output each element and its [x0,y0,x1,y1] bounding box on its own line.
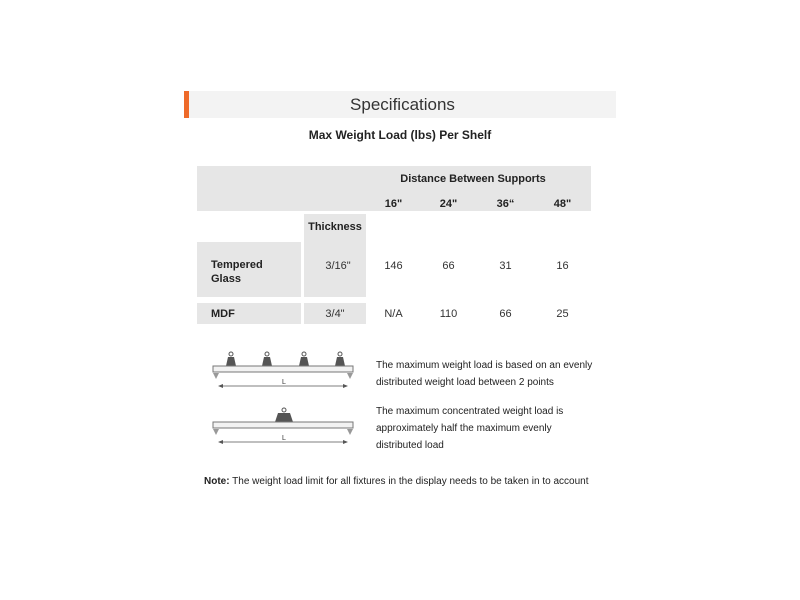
shelf-beam [213,366,353,372]
table-title: Max Weight Load (lbs) Per Shelf [308,128,492,142]
concentrated-load-line1: The maximum concentrated weight load is [376,406,564,417]
distributed-load-diagram [208,350,358,394]
concentrated-load-description [376,403,606,454]
row-thickness-mdf: 3/4" [325,308,345,320]
distance-group-header: Distance Between Supports [400,173,546,185]
cell-mdf-48: 25 [556,308,569,320]
note-label: Note: [204,476,230,487]
distributed-load-line1: The maximum weight load is based on an evenly [376,360,593,371]
row-thickness-glass: 3/16" [325,260,351,272]
row-material-mdf: MDF [211,308,235,320]
concentrated-load-diagram [208,406,358,450]
thickness-header: Thickness [308,221,362,233]
arrow-right-icon [343,440,348,444]
cell-glass-24: 66 [442,260,455,272]
concentrated-load-line3: distributed load [376,440,444,451]
weight-icon [275,408,293,422]
cell-mdf-16: N/A [384,308,403,320]
concentrated-load-line2: approximately half the maximum evenly [376,423,552,434]
span-label: L [282,435,286,442]
weight-icons [226,352,345,366]
support-left-icon [213,373,219,379]
distributed-load-line2: distributed weight load between 2 points [376,377,554,388]
distance-header-16: 16" [384,198,403,210]
distance-header-48: 48" [553,198,572,210]
arrow-left-icon [218,384,223,388]
arrow-left-icon [218,440,223,444]
footnote [204,476,604,487]
weight-icon [262,352,272,366]
distance-header-24: 24" [439,198,458,210]
arrow-right-icon [343,384,348,388]
note-text: The weight load limit for all fixtures in the display needs to be taken in to account [229,476,589,487]
weight-icon [335,352,345,366]
support-left-icon [213,429,219,435]
support-right-icon [347,373,353,379]
cell-mdf-24: 110 [439,308,458,320]
weight-icon [299,352,309,366]
section-title: Specifications [350,95,455,114]
support-right-icon [347,429,353,435]
row-material-glass-line1: Tempered [211,259,263,271]
weight-icon [226,352,236,366]
cell-mdf-36: 66 [499,308,512,320]
span-label: L [282,379,286,386]
row-material-glass-line2: Glass [211,273,241,285]
distributed-load-description [376,357,606,391]
cell-glass-16: 146 [384,260,403,272]
cell-glass-48: 16 [556,260,569,272]
cell-glass-36: 31 [499,260,512,272]
shelf-beam [213,422,353,428]
distance-header-36: 36“ [496,198,515,210]
